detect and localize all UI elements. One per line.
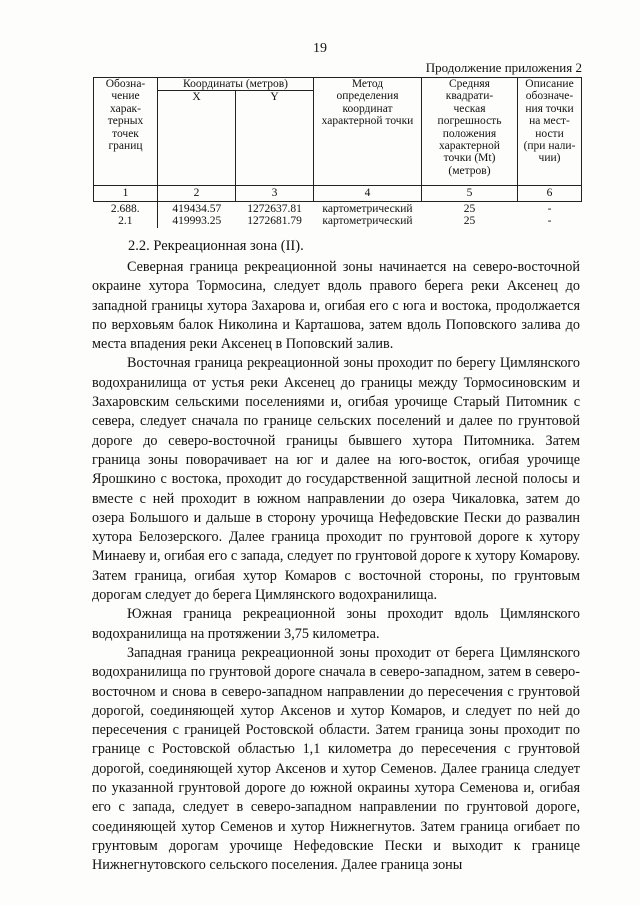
- cell-method: картометрический: [322, 215, 413, 228]
- cell-point: 2.688.: [94, 201, 158, 215]
- cell-x: 419434.57: [172, 202, 222, 215]
- col-number: 2: [158, 186, 236, 201]
- header-x: X: [158, 91, 236, 186]
- paragraph-east-boundary: Восточная граница рекреационной зоны проходит по берегу Цимлянского водохранилища от устья реки Аксенец до границы между Тормосиновским и Захаровским сельскими поселениями и, огибая урочище Старый Питомник с севера, следует сначала по границе сельских поселений и далее по грунтовой дороге до северо-восточной границы бывшего хутора Питомника. Затем граница зоны поворачивает на юг и далее на юго-восток, огибая урочище Ярошкино с востока, проходит до государственной защитной лесной полосы и вместе с ней проходит в южном направлении до озера Чикаловка, затем до озера Большого и дальше в сторону урочища Нефедовские Пески до развалин хутора Белозерского. Далее граница проходит по грунтовой дороге к хутору Минаеву и, огибая его с запада, следует по грунтовой дороге к хутору Комарову. Затем граница, огибая хутор Комаров с восточной стороны, по грунтовым дорогам следует до берега Цимлянского водохранилища.: [92, 355, 580, 604]
- cell-description: -: [547, 202, 552, 215]
- body-text: [92, 258, 580, 876]
- table-row: [94, 215, 582, 227]
- paragraph-north-boundary: Северная граница рекреационной зоны начинается на северо-восточной окраине хутора Тормосина, следует вдоль правого берега реки Аксенец до западной границы хутора Захарова и, огибая его с юга и востока, продолжается по верховьям балок Николина и Карташова, затем вдоль Поповского залива до места впадения реки Аксенец в Поповский залив.: [92, 259, 580, 353]
- header-description: Описание обозначе- ния точки на мест- ности (при нали- чии): [518, 78, 582, 186]
- paragraph-west-boundary: Западная граница рекреационной зоны проходит от берега Цимлянского водохранилища по грунтовой дороге сначала в северо-западном, затем в северо-восточном и снова в северо-западном направлении до пересечения с грунтовой дорогой, соединяющей хутор Аксенов и хутор Комаров, и следует по ней до пересечения с границей Ростовской области. Затем граница зоны проходит по границе с Ростовской областью 1,1 километра до пересечения с грунтовой дорогой, соединяющей хутор Аксенов и хутор Семенов. Далее граница следует по указанной грунтовой дороге до южной окраины хутора Семенова и, огибая его с запада, следует в северо-западном направлении по грунтовой дороге, соединяющей хутор Семенов и хутор Нижнегнутов. Затем граница огибает по грунтовым дорогам урочище Нефедовские Пески и выходит к границе Нижнегнутовского сельского поселения. Далее граница зоны: [92, 644, 580, 874]
- header-accuracy: Средняя квадрати- ческая погрешность положения характерной точки (Mt) (метров): [422, 78, 518, 186]
- cell-point: 2.1: [94, 215, 158, 227]
- column-number-row: [94, 186, 582, 201]
- page-number: 19: [313, 41, 327, 56]
- header-designation: Обозна- чение харак- терных точек границ: [94, 78, 158, 186]
- header-coordinates: Координаты (метров): [158, 78, 314, 91]
- cell-accuracy: 25: [463, 215, 476, 228]
- cell-y: 1272637.81: [247, 202, 302, 215]
- paragraph-south-boundary: Южная граница рекреационной зоны проходит вдоль Цимлянского водохранилища на протяжении 3,75 километра.: [92, 606, 580, 642]
- header-method: Метод определения координат характерной точки: [314, 78, 422, 186]
- col-number: 3: [236, 186, 314, 201]
- cell-method: картометрический: [322, 202, 413, 215]
- table-row: [94, 201, 582, 215]
- cell-x: 419993.25: [172, 215, 222, 228]
- appendix-label: Продолжение приложения 2: [425, 60, 582, 75]
- cell-y: 1272681.79: [247, 215, 302, 228]
- col-number: 4: [314, 186, 422, 201]
- col-number: 6: [518, 186, 582, 201]
- cell-accuracy: 25: [463, 202, 476, 215]
- cell-description: -: [547, 215, 552, 228]
- col-number: 5: [422, 186, 518, 201]
- coordinates-table: [93, 77, 582, 228]
- section-title: 2.2. Рекреационная зона (II).: [128, 238, 304, 254]
- col-number: 1: [94, 186, 158, 201]
- header-y: Y: [236, 91, 314, 186]
- table-header-row: [94, 78, 582, 91]
